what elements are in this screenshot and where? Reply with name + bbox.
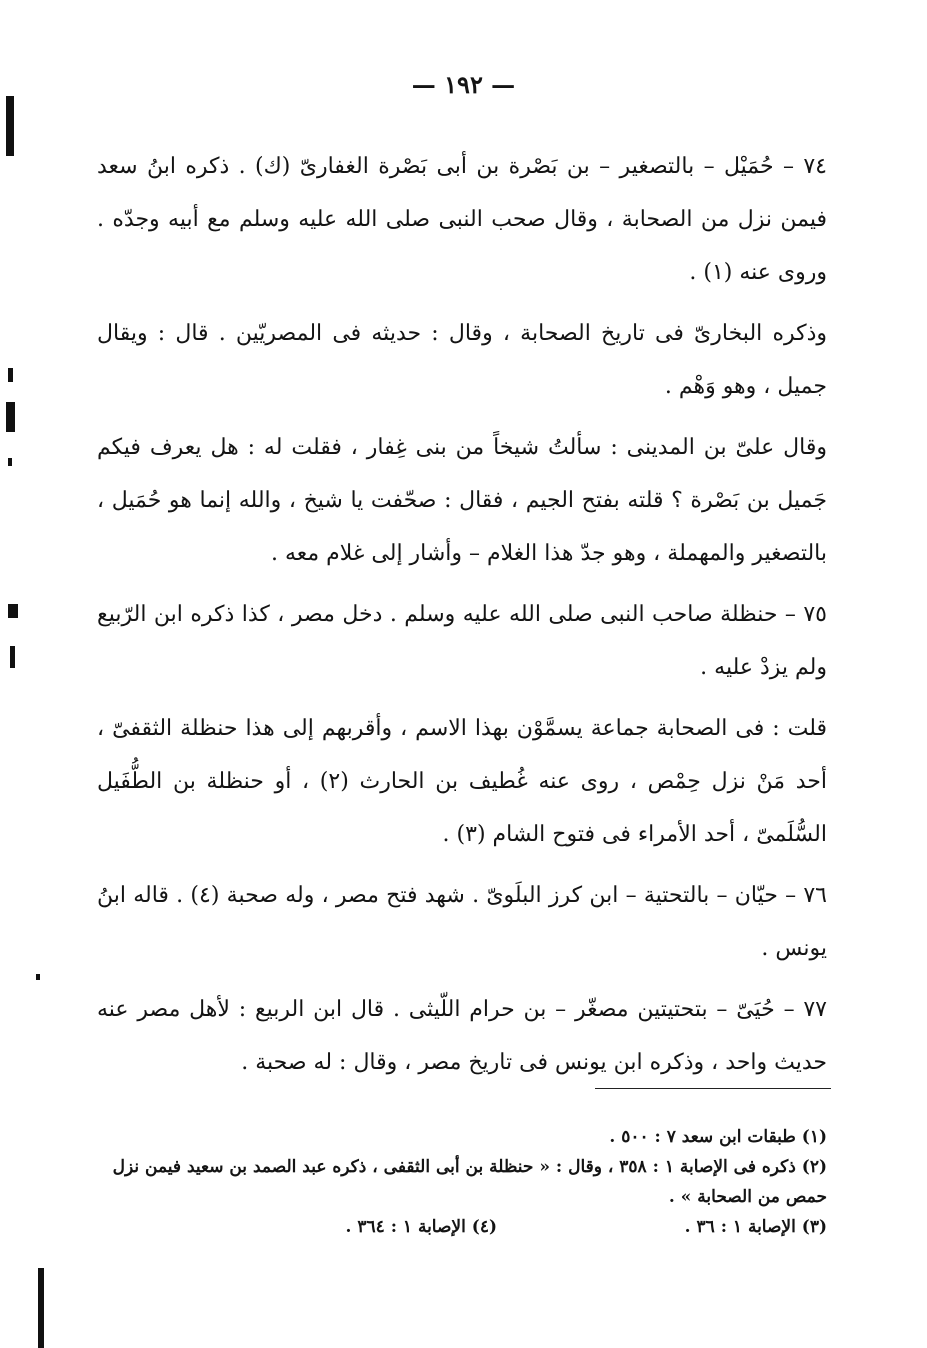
binding-mark (10, 646, 15, 668)
binding-mark (6, 96, 14, 156)
entry-77-paragraph: ٧٧ – حُيَىّ – بتحتيتين مصغّر – بن حرام اللّيثى . قال ابن الربيع : لأهل مصر عنه حديث واحد ، وذكره ابن يونس فى تاريخ مصر ، وقال : له صحبة . (97, 997, 827, 1075)
binding-mark (36, 974, 40, 980)
footnote-3: (٣) الإصابة ١ : ٣٦ . (684, 1217, 827, 1237)
footnote-2: (٢) ذكره فى الإصابة ١ : ٣٥٨ ، وقال : « حنظلة بن أبى الثقفى ، ذكره عبد الصمد بن سعيد فيمن نزل حمص من الصحابة » . (112, 1157, 827, 1207)
footnotes-row (97, 1212, 827, 1242)
ali-ibn-al-madini-paragraph: وقال علىّ بن المدينى : سألتُ شيخاً من بنى غِفار ، فقلت له : هل يعرف فيكم جَميل بن بَصْرة ؟ قلته بفتح الجيم ، فقال : صحّفت يا شيخ ، والله إنما هو حُمَيل ، بالتصغير والمهملة ، وهو جدّ هذا الغلام – وأشار إلى غلام معه . (97, 435, 827, 566)
entry-76-paragraph: ٧٦ – حيّان – بالتحتية – ابن كرز البلَوىّ . شهد فتح مصر ، وله صحبة (٤) . قاله ابنُ يونس . (97, 883, 827, 961)
binding-mark (8, 368, 13, 382)
entry-74-paragraph: ٧٤ – حُمَيْل – بالتصغير – بن بَصْرة بن أبى بَصْرة الغفارىّ (ك) . ذكره ابنُ سعد فيمن نزل من الصحابة ، وقال صحب النبى صلى الله عليه وسلم مع أبيه وجدّه . وروى عنه (١) . (97, 154, 827, 285)
entry-75-paragraph: ٧٥ – حنظلة صاحب النبى صلى الله عليه وسلم . دخل مصر ، كذا ذكره ابن الرّبيع ولم يزدْ عليه . (97, 602, 827, 680)
footnote-1: (١) طبقات ابن سعد ٧ : ٥٠٠ . (609, 1127, 827, 1147)
binding-mark (8, 604, 18, 618)
binding-mark (8, 458, 12, 466)
footnotes (97, 1122, 827, 1242)
binding-mark (38, 1268, 44, 1348)
bukhari-note-paragraph: وذكره البخارىّ فى تاريخ الصحابة ، وقال : حديثه فى المصريّين . قال : ويقال جميل ، وهو وَهْم . (97, 321, 827, 399)
footnote-separator (595, 1088, 831, 1089)
main-text (97, 140, 827, 1089)
author-comment-paragraph: قلت : فى الصحابة جماعة يسمَّوْن بهذا الاسم ، وأقربهم إلى هذا حنظلة الثقفىّ ، أحد مَنْ نزل حِمْص ، روى عنه غُطيف بن الحارث (٢) ، أو حنظلة بن الطُّفَيل السُّلَمىّ ، أحد الأمراء فى فتوح الشام (٣) . (97, 716, 827, 847)
binding-mark (6, 402, 15, 432)
page-number: — ١٩٢ — (411, 70, 516, 99)
footnote-4: (٤) الإصابة ١ : ٣٦٤ . (345, 1217, 497, 1237)
